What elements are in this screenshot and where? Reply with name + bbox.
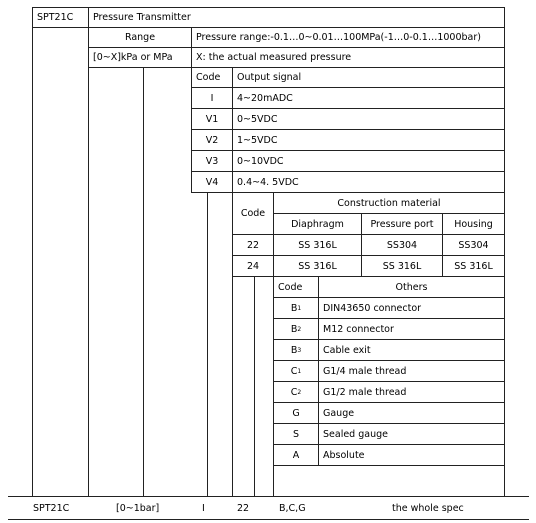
material-code-header-cell — [232, 192, 274, 235]
output-signal: 0~10VDC — [237, 155, 284, 167]
output-signal: 0.4~4. 5VDC — [237, 176, 299, 188]
material-title-cell — [273, 192, 505, 214]
leader-line-model — [32, 27, 33, 497]
others-code-sub: 2 — [297, 388, 302, 396]
others-code: C — [290, 365, 298, 377]
material-port-cell — [361, 234, 443, 256]
material-diaphragm-cell — [273, 255, 362, 277]
range-label: Range — [124, 32, 156, 43]
leader-line-range — [143, 67, 144, 497]
range-description: Pressure range:-0.1…0~0.01…100MPa(-1…0-0.1…1000bar) — [196, 32, 481, 43]
material-column-housing — [442, 213, 505, 235]
others-code-cell — [273, 297, 319, 319]
others-code-sub: 3 — [297, 346, 302, 354]
others-text-cell — [318, 318, 505, 340]
output-code: V2 — [205, 134, 219, 146]
others-text: G1/4 male thread — [323, 365, 407, 377]
output-signal-cell — [232, 171, 505, 193]
output-signal-cell — [232, 150, 505, 172]
material-column-label: Housing — [454, 218, 493, 230]
others-title-cell — [318, 276, 505, 298]
others-text: DIN43650 connector — [323, 302, 422, 314]
range-code-description-cell — [191, 47, 505, 68]
others-code: G — [292, 407, 300, 419]
range-code-description: X: the actual measured pressure — [196, 52, 352, 63]
output-signal-cell — [232, 129, 505, 151]
output-code: V3 — [205, 155, 219, 167]
example-output: I — [202, 503, 205, 514]
model-code: SPT21C — [37, 12, 74, 23]
others-code-cell — [273, 402, 319, 424]
others-text: Cable exit — [323, 344, 371, 356]
others-code-header-cell — [273, 276, 319, 298]
material-column-label: Diaphragm — [291, 218, 344, 230]
others-code-sub: 1 — [297, 367, 302, 375]
example-others: B,C,G — [279, 503, 306, 514]
material-housing: SS304 — [458, 239, 489, 251]
others-text: M12 connector — [323, 323, 394, 335]
material-housing-cell — [442, 255, 505, 277]
output-signal-cell — [232, 108, 505, 130]
example-range: [0~1bar] — [116, 503, 160, 514]
output-code-cell — [191, 150, 233, 172]
model-code-cell — [32, 7, 89, 28]
others-code-sub: 2 — [297, 325, 302, 333]
example-material: 22 — [237, 503, 250, 514]
material-code-cell — [232, 234, 274, 256]
range-label-cell — [88, 27, 192, 48]
others-code-cell — [273, 381, 319, 403]
range-code-cell — [88, 47, 192, 68]
others-text: G1/2 male thread — [323, 386, 407, 398]
output-title-cell — [232, 67, 505, 88]
others-text: Gauge — [323, 407, 355, 419]
material-housing: SS 316L — [454, 260, 493, 272]
others-text-cell — [318, 339, 505, 361]
others-text-cell — [318, 444, 505, 466]
product-name-cell — [88, 7, 505, 28]
example-row-bottom-border — [8, 519, 529, 520]
material-column-port — [361, 213, 443, 235]
material-code: 22 — [246, 239, 260, 251]
others-text-cell — [318, 360, 505, 382]
others-text: Sealed gauge — [323, 428, 388, 440]
others-code-header: Code — [278, 281, 303, 293]
others-code-cell — [273, 423, 319, 445]
output-code-cell — [191, 108, 233, 130]
leader-line-others — [504, 465, 505, 497]
material-code: 24 — [246, 260, 260, 272]
output-code-header: Code — [196, 72, 221, 83]
output-title: Output signal — [237, 72, 302, 83]
others-code-cell — [273, 339, 319, 361]
leader-line-output — [232, 192, 233, 497]
output-code-cell — [191, 171, 233, 193]
others-code: S — [292, 428, 300, 440]
material-port: SS 316L — [382, 260, 422, 272]
material-code-header: Code — [240, 208, 266, 219]
others-text-cell — [318, 297, 505, 319]
material-column-diaphragm — [273, 213, 362, 235]
material-port-cell — [361, 255, 443, 277]
output-code: I — [210, 92, 214, 104]
material-code-cell — [232, 255, 274, 277]
others-text: Absolute — [323, 449, 365, 461]
material-diaphragm: SS 316L — [298, 239, 337, 251]
others-title: Others — [395, 281, 428, 293]
material-housing-cell — [442, 234, 505, 256]
output-signal: 0~5VDC — [237, 113, 278, 125]
material-title: Construction material — [337, 197, 441, 209]
example-row-top-border — [8, 496, 529, 497]
leader-line-material — [254, 276, 255, 497]
output-signal: 4~20mADC — [237, 92, 293, 104]
others-code: C — [290, 386, 298, 398]
others-code: B — [290, 344, 298, 356]
example-model: SPT21C — [33, 503, 70, 514]
output-code-header-cell — [191, 67, 233, 88]
others-code: A — [292, 449, 300, 461]
material-port: SS304 — [386, 239, 418, 251]
others-code: B — [290, 302, 298, 314]
others-code-cell — [273, 444, 319, 466]
others-text-cell — [318, 381, 505, 403]
others-code-sub: 1 — [297, 304, 302, 312]
range-code: [0~X]kPa or MPa — [93, 52, 173, 63]
others-code-cell — [273, 360, 319, 382]
range-description-cell — [191, 27, 505, 48]
product-name: Pressure Transmitter — [93, 12, 191, 23]
material-column-label: Pressure port — [370, 218, 434, 230]
example-note: the whole spec — [392, 503, 464, 514]
others-text-cell — [318, 402, 505, 424]
others-code-cell — [273, 318, 319, 340]
output-code-cell — [191, 87, 233, 109]
others-text-cell — [318, 423, 505, 445]
output-code: V1 — [205, 113, 219, 125]
output-code: V4 — [205, 176, 219, 188]
material-diaphragm: SS 316L — [298, 260, 337, 272]
output-signal-cell — [232, 87, 505, 109]
leader-line-model — [88, 67, 89, 497]
material-diaphragm-cell — [273, 234, 362, 256]
output-code-cell — [191, 129, 233, 151]
others-code: B — [290, 323, 298, 335]
leader-line-output — [207, 192, 208, 497]
leader-line-material — [273, 465, 274, 497]
output-signal: 1~5VDC — [237, 134, 278, 146]
